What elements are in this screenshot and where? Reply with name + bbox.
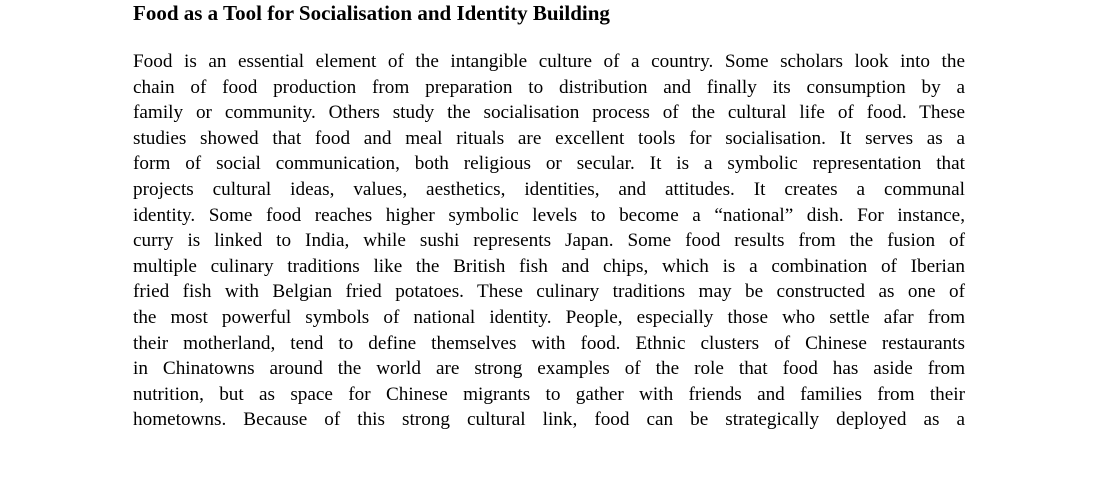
paragraph-line: chain of food production from preparation to distribution and finally its consumption by a bbox=[133, 76, 965, 98]
paragraph-line: form of social communication, both religious or secular. It is a symbolic representation that bbox=[133, 153, 965, 175]
paragraph-line: curry is linked to India, while sushi represents Japan. Some food results from the fusion of bbox=[133, 230, 965, 252]
section-heading: Food as a Tool for Socialisation and Identity Building bbox=[133, 1, 610, 25]
paragraph-line: hometowns. Because of this strong cultural link, food can be strategically deployed as a bbox=[133, 409, 965, 431]
paragraph-line: fried fish with Belgian fried potatoes. These culinary traditions may be constructed as one of bbox=[133, 281, 965, 303]
paragraph-line: in Chinatowns around the world are strong examples of the role that food has aside from bbox=[133, 358, 965, 380]
paragraph-line: multiple culinary traditions like the British fish and chips, which is a combination of Iberian bbox=[133, 255, 965, 277]
paragraph-line: the most powerful symbols of national identity. People, especially those who settle afar from bbox=[133, 306, 965, 328]
paragraph-line: nutrition, but as space for Chinese migrants to gather with friends and families from their bbox=[133, 383, 965, 405]
body-paragraph bbox=[133, 49, 965, 433]
paragraph-line: studies showed that food and meal rituals are excellent tools for socialisation. It serves as a bbox=[133, 127, 965, 149]
paragraph-line: identity. Some food reaches higher symbolic levels to become a “national” dish. For instance, bbox=[133, 204, 965, 226]
paragraph-line: their motherland, tend to define themselves with food. Ethnic clusters of Chinese restaurants bbox=[133, 332, 965, 354]
paragraph-line: Food is an essential element of the intangible culture of a country. Some scholars look into the bbox=[133, 51, 965, 72]
paragraph-line: projects cultural ideas, values, aesthetics, identities, and attitudes. It creates a communal bbox=[133, 178, 965, 200]
paragraph-line: family or community. Others study the socialisation process of the cultural life of food. These bbox=[133, 102, 965, 124]
